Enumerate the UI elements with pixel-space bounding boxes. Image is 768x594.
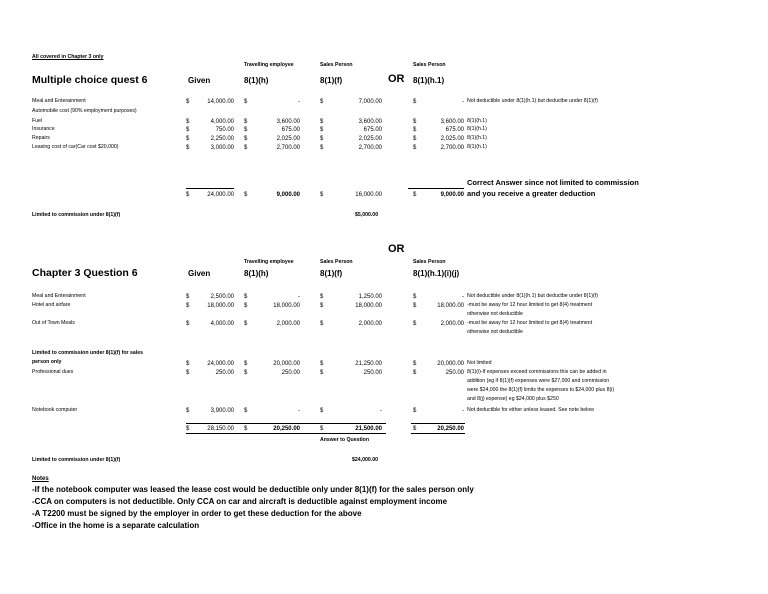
s1-total-dollar3: $	[320, 192, 324, 198]
s1-correct-line2: and you receive a greater deduction	[467, 189, 596, 198]
s2-total-line-top	[186, 423, 386, 424]
s1-row-dollar1: $	[186, 99, 190, 105]
s2b-row-dollar3: $	[320, 370, 324, 376]
s2-notebook-col3: -	[462, 408, 464, 414]
section2-title: Chapter 3 Question 6	[32, 267, 138, 279]
s1-total-col3: 9,000.00	[440, 192, 464, 198]
s2-note-cont-3: and 8(j) expense) eg $24,000 plus $250	[467, 396, 559, 402]
s2-row-dollar1: $	[186, 294, 190, 300]
s1-row-label: Automobile cost (90% employment purposes)	[32, 108, 137, 114]
s1-row-label: Repairs	[32, 135, 50, 141]
notes-line-4: -Office in the home is a separate calculation	[32, 521, 200, 530]
s2-total-col3: 20,250.00	[437, 426, 464, 432]
s2b-row-dollar4: $	[413, 370, 417, 376]
s1-row-given: 4,000.00	[210, 119, 234, 125]
s2-row-col2: 1,250.00	[358, 294, 382, 300]
s2-row-dollar4: $	[413, 303, 417, 309]
s2-row-col1: 2,000.00	[276, 321, 300, 327]
top-note: All covered in Chapter 3 only	[32, 54, 104, 60]
s1-row-dollar4: $	[413, 136, 417, 142]
s1-row-col3: 3,600.00	[440, 119, 464, 125]
s2-col3-total-line-bottom	[411, 433, 465, 434]
s2b-row-label: Professional dues	[32, 369, 74, 375]
s1-row-dollar4: $	[413, 99, 417, 105]
s1-row-label: Meal and Enterainment	[32, 98, 86, 104]
s1-total-dollar4: $	[413, 192, 417, 198]
s2-row-note-cont: otherwise not deductible	[467, 329, 523, 335]
s2-row-dollar2: $	[244, 321, 248, 327]
s2-limited-value: $24,000.00	[352, 457, 378, 463]
s1-row-col3: 2,700.00	[440, 145, 464, 151]
s2-row-dollar1: $	[186, 303, 190, 309]
s1-col2-header: Sales Person	[320, 62, 353, 68]
s2-row-dollar3: $	[320, 303, 324, 309]
s1-row-col3: 2,025.00	[440, 136, 464, 142]
s1-row-col2: 7,000.00	[358, 99, 382, 105]
s2b-row-dollar4: $	[413, 361, 417, 367]
s2-col1-subheader: 8(1)(h)	[244, 269, 269, 278]
s1-limited-label: Limited to commission under 8(1)(f)	[32, 212, 121, 218]
s2-total-col2: 21,500.00	[355, 426, 382, 432]
s1-row-dollar3: $	[320, 127, 324, 133]
s1-row-dollar4: $	[413, 119, 417, 125]
s2-row-note-cont: otherwise not deductible	[467, 311, 523, 317]
s2-row-col2: 2,000.00	[358, 321, 382, 327]
s1-row-dollar2: $	[244, 99, 248, 105]
s2-total-col1: 20,250.00	[273, 426, 300, 432]
s2-total-given: 28,150.00	[207, 426, 234, 432]
s1-col1-subheader: 8(1)(h)	[244, 76, 269, 85]
s1-row-dollar3: $	[320, 145, 324, 151]
s1-row-dollar1: $	[186, 119, 190, 125]
s2-row-label: Out of Town Meals	[32, 320, 75, 326]
s2b-row-col2: 250.00	[363, 370, 382, 376]
s2b-row-dollar1: $	[186, 361, 190, 367]
s2b-row-note: 8(1)(i)-If expenses exceed commissions this can be added in	[467, 369, 607, 375]
s2-col3-subheader: 8(1)(h.1)(i)(j)	[413, 269, 460, 278]
s1-col3-subheader: 8(1)(h.1)	[413, 76, 445, 85]
s2-row-dollar4: $	[413, 294, 417, 300]
s2-notebook-dollar2: $	[244, 408, 248, 414]
s2-row-dollar4: $	[413, 321, 417, 327]
s1-total-col2: 16,000.00	[355, 192, 382, 198]
s2-row-given: 4,000.00	[210, 321, 234, 327]
s2-row-note: Not deductible under 8(1)(h.1) but deductbe under 8(1)(f)	[467, 293, 598, 299]
s1-row-dollar2: $	[244, 145, 248, 151]
s1-row-dollar3: $	[320, 136, 324, 142]
s1-row-col1: -	[298, 99, 300, 105]
s1-row-dollar1: $	[186, 127, 190, 133]
s1-row-col2: 2,025.00	[358, 136, 382, 142]
s1-row-col2: 2,700.00	[358, 145, 382, 151]
notes-line-2: -CCA on computers is not deductible. Only CCA on car and aircraft is deductible against employment income	[32, 497, 448, 506]
s2-notebook-col2: -	[380, 408, 382, 414]
s2-col1-header: Travelling employee	[244, 259, 294, 265]
s1-row-col1: 3,600.00	[276, 119, 300, 125]
s2-row-col3: 18,000.00	[437, 303, 464, 309]
s1-row-label: Insurance	[32, 126, 55, 132]
s1-correct-line1: Correct Answer since not limited to commission	[467, 178, 639, 187]
s2-row-col3: 2,000.00	[440, 321, 464, 327]
s1-col1-header: Travelling employee	[244, 62, 294, 68]
s2b-row-col3: 20,000.00	[437, 361, 464, 367]
s1-row-note: 8(1)(h.1)	[467, 135, 487, 141]
section2-given-header: Given	[188, 269, 211, 278]
or-middle: OR	[388, 243, 405, 255]
s2-row-col3: -	[462, 294, 464, 300]
s2-row-label: Hotel and airfare	[32, 302, 71, 308]
s2-notebook-label: Notebook computer	[32, 407, 78, 413]
s2-note-cont-2: were $24,000 the 8(1)(f) limits the expenses to $24,000 plus 8(i)	[467, 387, 615, 393]
s1-row-col1: 2,700.00	[276, 145, 300, 151]
s2-row-dollar3: $	[320, 294, 324, 300]
s2-limited-label: Limited to commission under 8(1)(f)	[32, 457, 121, 463]
s2-row-label: Meal and Enterainment	[32, 293, 86, 299]
s1-total-given: 24,000.00	[207, 192, 234, 198]
s1-row-dollar1: $	[186, 136, 190, 142]
s1-row-col1: 2,025.00	[276, 136, 300, 142]
s1-row-given: 750.00	[215, 127, 234, 133]
s1-total-dollar: $	[186, 192, 190, 198]
s2-total-dollar4: $	[413, 426, 417, 432]
s2b-row-col1: 250.00	[281, 370, 300, 376]
s2-row-given: 2,500.00	[210, 294, 234, 300]
s1-given-total-line	[186, 188, 234, 189]
s1-row-dollar2: $	[244, 127, 248, 133]
s1-row-dollar4: $	[413, 145, 417, 151]
s2-row-note: -must be away for 12 hour limited to get 8(4) treatment	[467, 302, 593, 308]
s1-row-col3: 675.00	[445, 127, 464, 133]
s2-col3-header: Sales Person	[413, 259, 446, 265]
s1-row-dollar2: $	[244, 136, 248, 142]
s1-row-label: Leasing cost of car(Car cost $20,000)	[32, 144, 119, 150]
s1-row-col2: 675.00	[363, 127, 382, 133]
s1-row-note: 8(1)(h.1)	[467, 144, 487, 150]
s1-row-given: 2,250.00	[210, 136, 234, 142]
s1-row-col3: -	[462, 99, 464, 105]
s2-row-col1: 18,000.00	[273, 303, 300, 309]
s2b-row-col2: 21,250.00	[355, 361, 382, 367]
s1-col3-header: Sales Person	[413, 62, 446, 68]
s1-row-note: Not deductible under 8(1)(h.1) but deductbe under 8(1)(f)	[467, 98, 598, 104]
section1-title: Multiple choice quest 6	[32, 74, 148, 86]
s2b-row-dollar2: $	[244, 361, 248, 367]
s1-row-dollar2: $	[244, 119, 248, 125]
s1-row-given: 3,000.00	[210, 145, 234, 151]
s1-row-note: 8(1)(h.1)	[467, 126, 487, 132]
s1-col2-subheader: 8(1)(f)	[320, 76, 343, 85]
s1-limited-value: $5,000.00	[355, 212, 379, 218]
s2-note-cont-1: addition (eg if 8(1)(f) expenses were $27,000 and commission	[467, 378, 610, 384]
s1-row-dollar3: $	[320, 99, 324, 105]
s1-row-col2: 3,600.00	[358, 119, 382, 125]
s1-col3-total-line	[408, 188, 464, 189]
s2b-row-note: Not limited	[467, 360, 492, 366]
s2-notebook-col1: -	[298, 408, 300, 414]
s2-notebook-dollar3: $	[320, 408, 324, 414]
s2-col2-subheader: 8(1)(f)	[320, 269, 343, 278]
s2-col3-total-line-top	[411, 423, 465, 424]
s2-notebook-given: 3,900.00	[210, 408, 234, 414]
s2b-row-given: 24,000.00	[207, 361, 234, 367]
s1-row-dollar3: $	[320, 119, 324, 125]
s2-notebook-dollar1: $	[186, 408, 190, 414]
s2-row-dollar2: $	[244, 294, 248, 300]
s2-total-dollar3: $	[320, 426, 324, 432]
s2-row-col1: -	[298, 294, 300, 300]
s2-row-col2: 18,000.00	[355, 303, 382, 309]
section1-given-header: Given	[188, 76, 211, 85]
notes-line-1: -If the notebook computer was leased the lease cost would be deductible only under 8(1)(f) for the sales person only	[32, 485, 474, 494]
s2-notebook-note: Not deductible for either unless leased. See note below	[467, 407, 594, 413]
notes-line-3: -A T2200 must be signed by the employer in order to get these deduction for the above	[32, 509, 362, 518]
s2b-row-dollar1: $	[186, 370, 190, 376]
s2-total-line-bottom	[186, 433, 386, 434]
s2-limited-label-1: Limited to commission under 8(1)(f) for sales	[32, 350, 143, 356]
s2-notebook-dollar4: $	[413, 408, 417, 414]
s1-total-col1: 9,000.00	[276, 192, 300, 198]
s2-limited-label-2: person only	[32, 359, 62, 365]
s1-row-dollar1: $	[186, 145, 190, 151]
s1-row-label: Fuel	[32, 118, 43, 124]
s2-row-dollar3: $	[320, 321, 324, 327]
s2-total-dollar1: $	[186, 426, 190, 432]
s2-answer-label: Answer to Question	[320, 437, 369, 443]
s1-row-given: 14,000.00	[207, 99, 234, 105]
s2-row-dollar2: $	[244, 303, 248, 309]
s2b-row-dollar2: $	[244, 370, 248, 376]
s1-row-note: 8(1)(h.1)	[467, 118, 487, 124]
s2-total-dollar2: $	[244, 426, 248, 432]
s2b-row-given: 250.00	[215, 370, 234, 376]
s2b-row-col3: 250.00	[445, 370, 464, 376]
s2b-row-dollar3: $	[320, 361, 324, 367]
s1-or-label: OR	[388, 73, 405, 85]
s2-row-note: -must be away for 12 hour limited to get 8(4) treatment	[467, 320, 593, 326]
s2-row-given: 18,000.00	[207, 303, 234, 309]
s2-col2-header: Sales Person	[320, 259, 353, 265]
s1-total-dollar2: $	[244, 192, 248, 198]
notes-title: Notes	[32, 476, 49, 482]
s2-row-dollar1: $	[186, 321, 190, 327]
s1-row-col1: 675.00	[281, 127, 300, 133]
s1-row-dollar4: $	[413, 127, 417, 133]
s2b-row-col1: 20,000.00	[273, 361, 300, 367]
